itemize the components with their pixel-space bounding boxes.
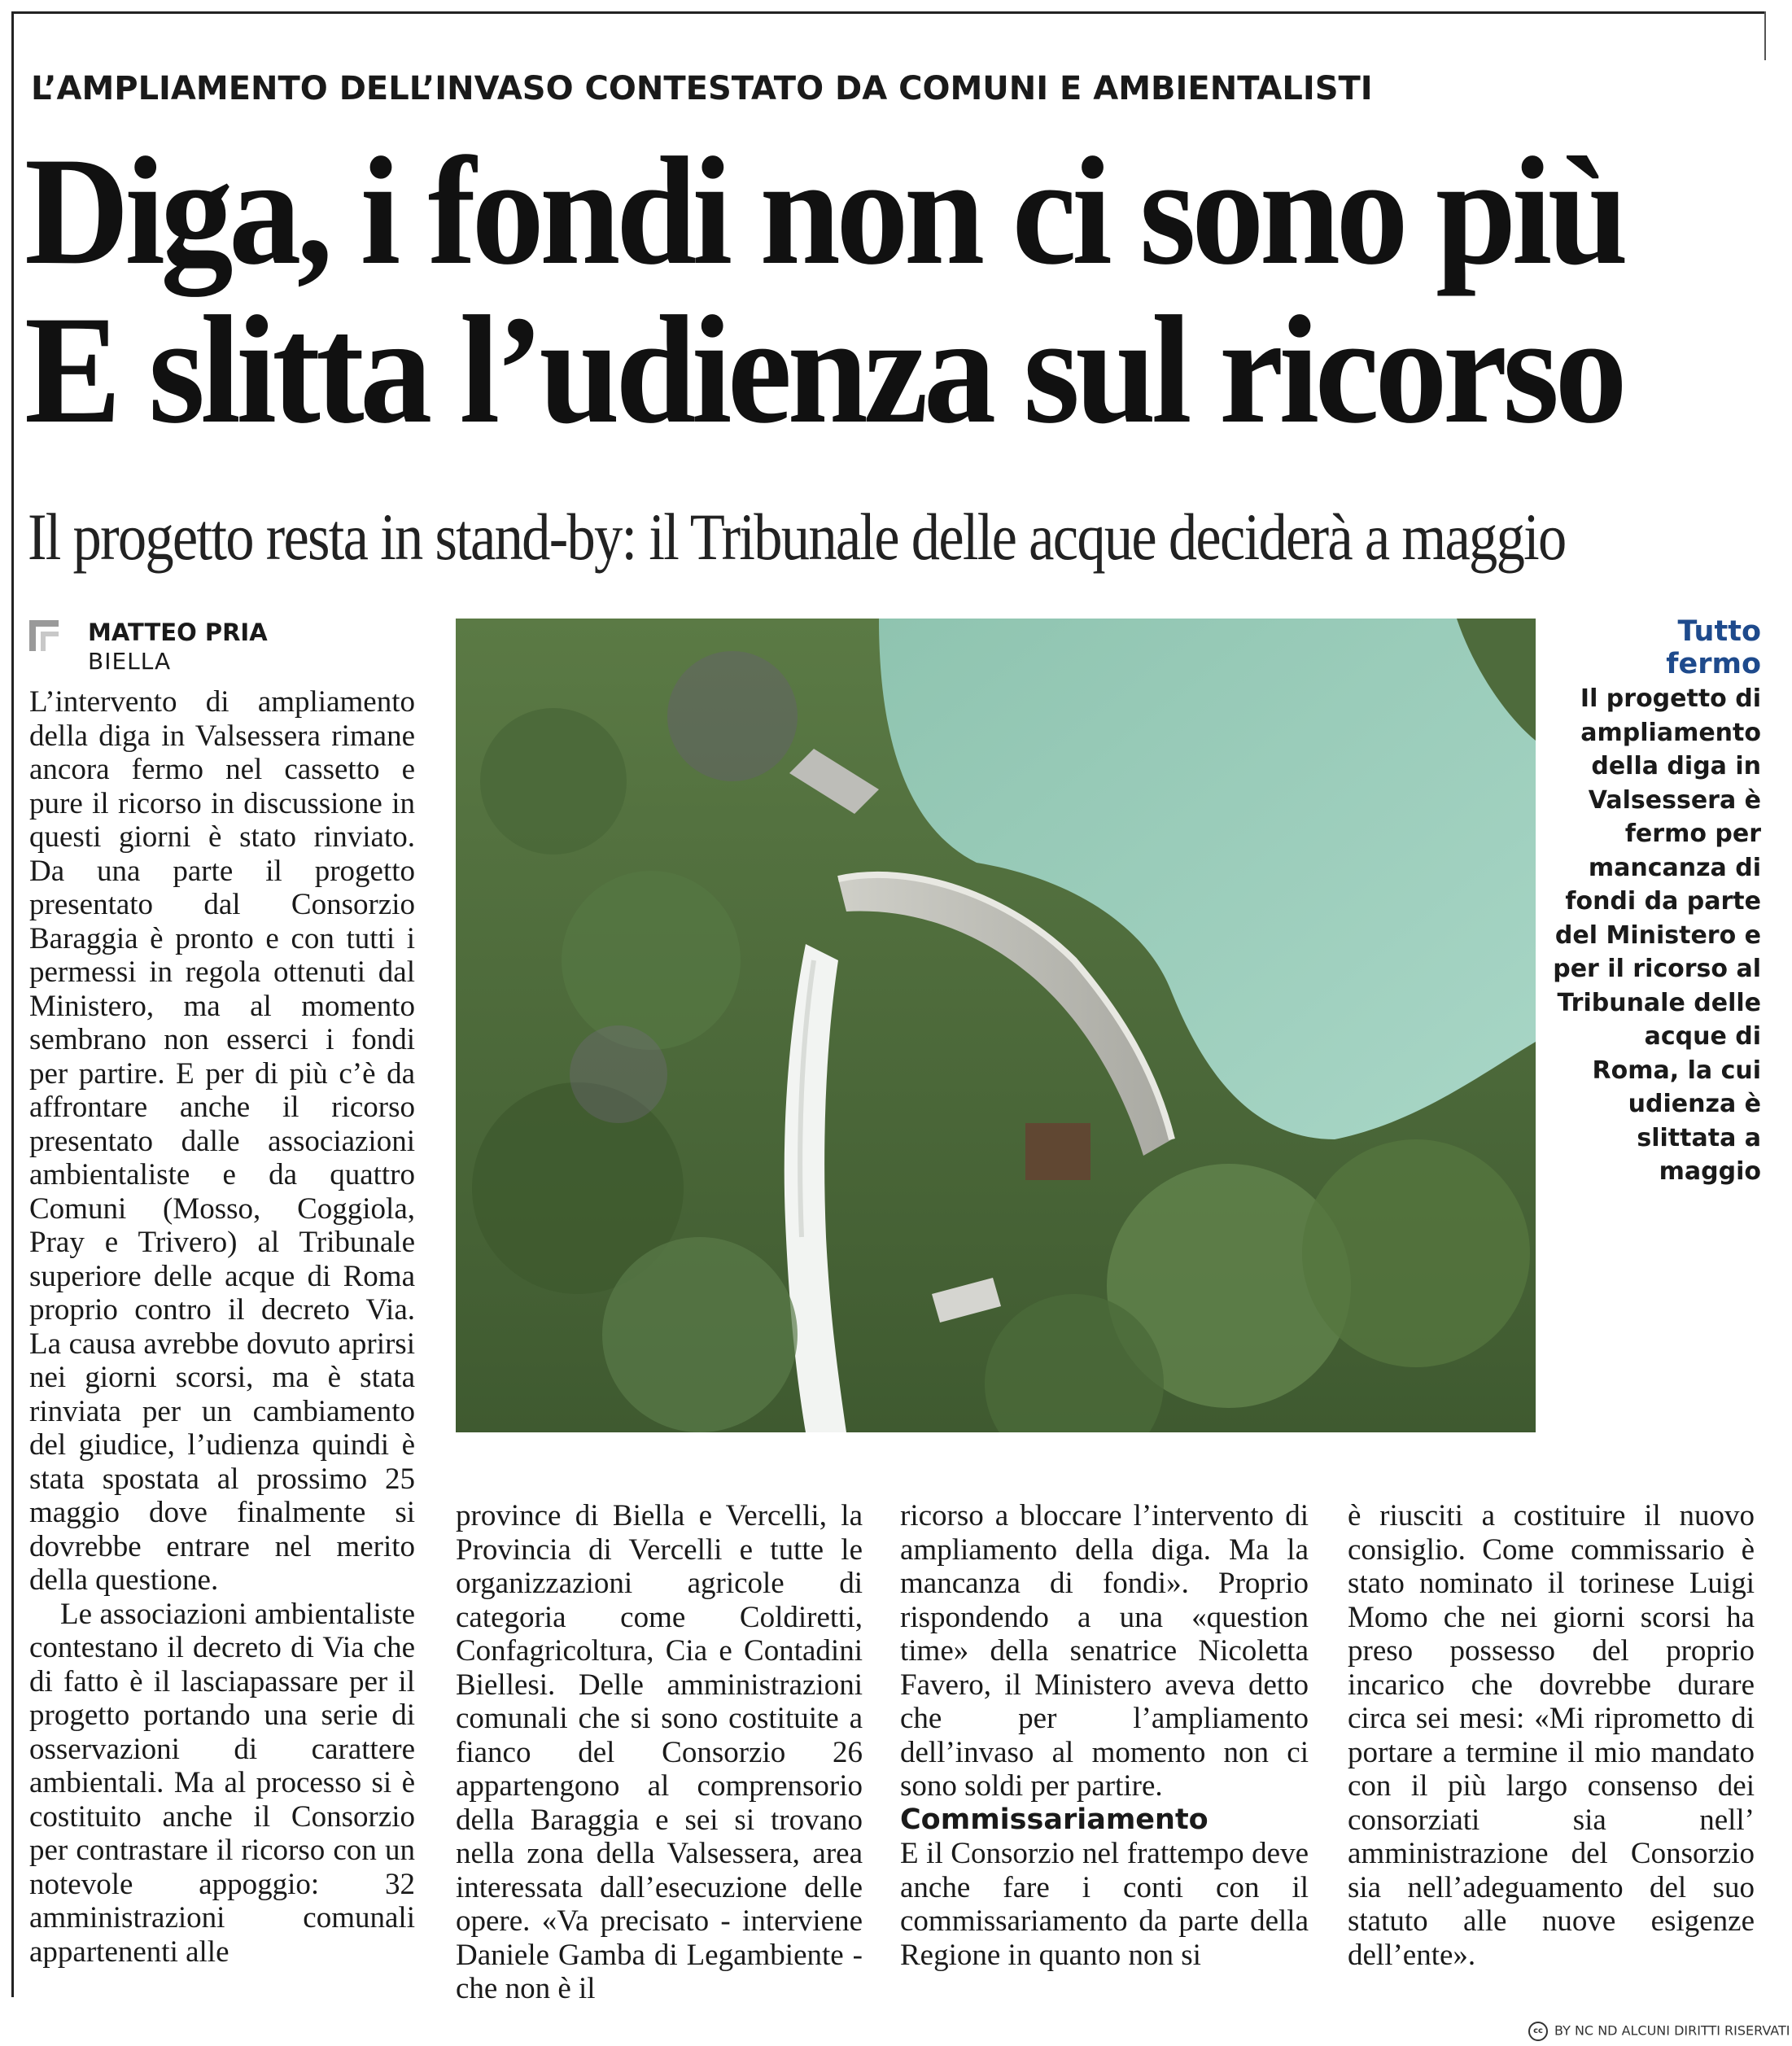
- caption-body: Il progetto di ampliamento della diga in Valsessera è fermo per mancanza di fondi da parte del Ministero e per il ricorso al Tribunale delle acque di Roma, la cui udienza è slittata a maggio: [1553, 684, 1761, 1186]
- headline-line-1: Diga, i fondi non ci sono più: [24, 126, 1624, 297]
- caption-title-line-1: Tutto: [1677, 615, 1761, 648]
- article-paragraph: E il Consorzio nel frattempo deve anche fare i conti con il commissariamento da parte della Regione in quanto non si: [900, 1837, 1309, 1972]
- photo-caption: [1551, 615, 1761, 1189]
- byline-corner-icon: [29, 620, 62, 653]
- article-paragraph: è riusciti a costituire il nuovo consiglio. Come commissario è stato nominato il torinese Luigi Momo che nei giorni scorsi ha preso possesso del proprio incarico che dovrebbe durare circa sei mesi: «Mi riprometto di portare a termine il mio mandato con il più largo consenso dei consorziati sia nell’ amministrazione del Consorzio sia nell’adeguamento del suo statuto alle nuove esigenze dell’ente».: [1348, 1499, 1755, 1972]
- byline-city: BIELLA: [88, 648, 172, 675]
- caption-title-line-2: fermo: [1666, 648, 1761, 680]
- headline-line-2: E slitta l’udienza sul ricorso: [24, 285, 1624, 456]
- article-column-1: [29, 685, 415, 1969]
- kicker: L’AMPLIAMENTO DELL’INVASO CONTESTATO DA COMUNI E AMBIENTALISTI: [31, 70, 1373, 107]
- creative-commons-icon: cc: [1528, 2022, 1548, 2041]
- byline-author: MATTEO PRIA: [88, 619, 268, 646]
- section-subtitle: Commissariamento: [900, 1803, 1209, 1836]
- license-text: BY NC ND ALCUNI DIRITTI RISERVATI: [1554, 2022, 1790, 2039]
- subheadline: Il progetto resta in stand-by: il Tribunale delle acque deciderà a maggio: [28, 500, 1566, 574]
- article-column-2: [456, 1499, 863, 2006]
- dam-photo: [456, 619, 1536, 1432]
- article-paragraph: L’intervento di ampliamento della diga in Valsessera rimane ancora fermo nel cassetto e pure il ricorso in discussione in questi giorni è stato rinviato. Da una parte il progetto presentato dal Consorzio Baraggia è pronto e con tutti i permessi in regola ottenuti dal Ministero, ma al momento sembrano non esserci i fondi per partire. E per di più c’è da affrontare anche il ricorso presentato dalle associazioni ambientaliste e da quattro Comuni (Mosso, Coggiola, Pray e Trivero) al Tribunale superiore delle acque di Roma proprio contro il decreto Via. La causa avrebbe dovuto aprirsi nei giorni scorsi, ma è stata rinviata per un cambiamento del giudice, l’udienza quindi è stata spostata al prossimo 25 maggio dove finalmente si dovrebbe entrare nel merito della questione.: [29, 685, 415, 1597]
- article-paragraph: province di Biella e Vercelli, la Provincia di Vercelli e tutte le organizzazioni agricole di categoria come Coldiretti, Confagricoltura, Cia e Contadini Biellesi. Delle amministrazioni comunali che si sono costituite a fianco del Consorzio 26 appartengono al comprensorio della Baraggia e sei si trovano nella zona della Valsessera, area interessata dall’esecuzione delle opere. «Va precisato - interviene Daniele Gamba di Legambiente - che non è il: [456, 1499, 863, 2005]
- page-frame-left: [11, 11, 14, 1997]
- page-frame-right: [1764, 11, 1766, 60]
- page-frame-top: [11, 11, 1765, 14]
- article-column-3: [900, 1499, 1309, 1972]
- article-column-4: [1348, 1499, 1755, 1972]
- dam-photo-illustration: [456, 619, 1536, 1432]
- license-notice: [1528, 2022, 1790, 2041]
- article-paragraph: ricorso a bloccare l’intervento di ampliamento della diga. Ma la mancanza di fondi». Proprio rispondendo a una «question time» della senatrice Nicoletta Favero, il Ministero aveva detto che per l’ampliamento dell’invaso al momento non ci sono soldi per partire.: [900, 1499, 1309, 1803]
- article-paragraph: Le associazioni ambientaliste contestano il decreto di Via che di fatto è il lasciapassare per il progetto portando una serie di osservazioni di carattere ambientali. Ma al processo si è costituito anche il Consorzio per contrastare il ricorso con un notevole appoggio: 32 amministrazioni comunali appartenenti alle: [29, 1597, 415, 1969]
